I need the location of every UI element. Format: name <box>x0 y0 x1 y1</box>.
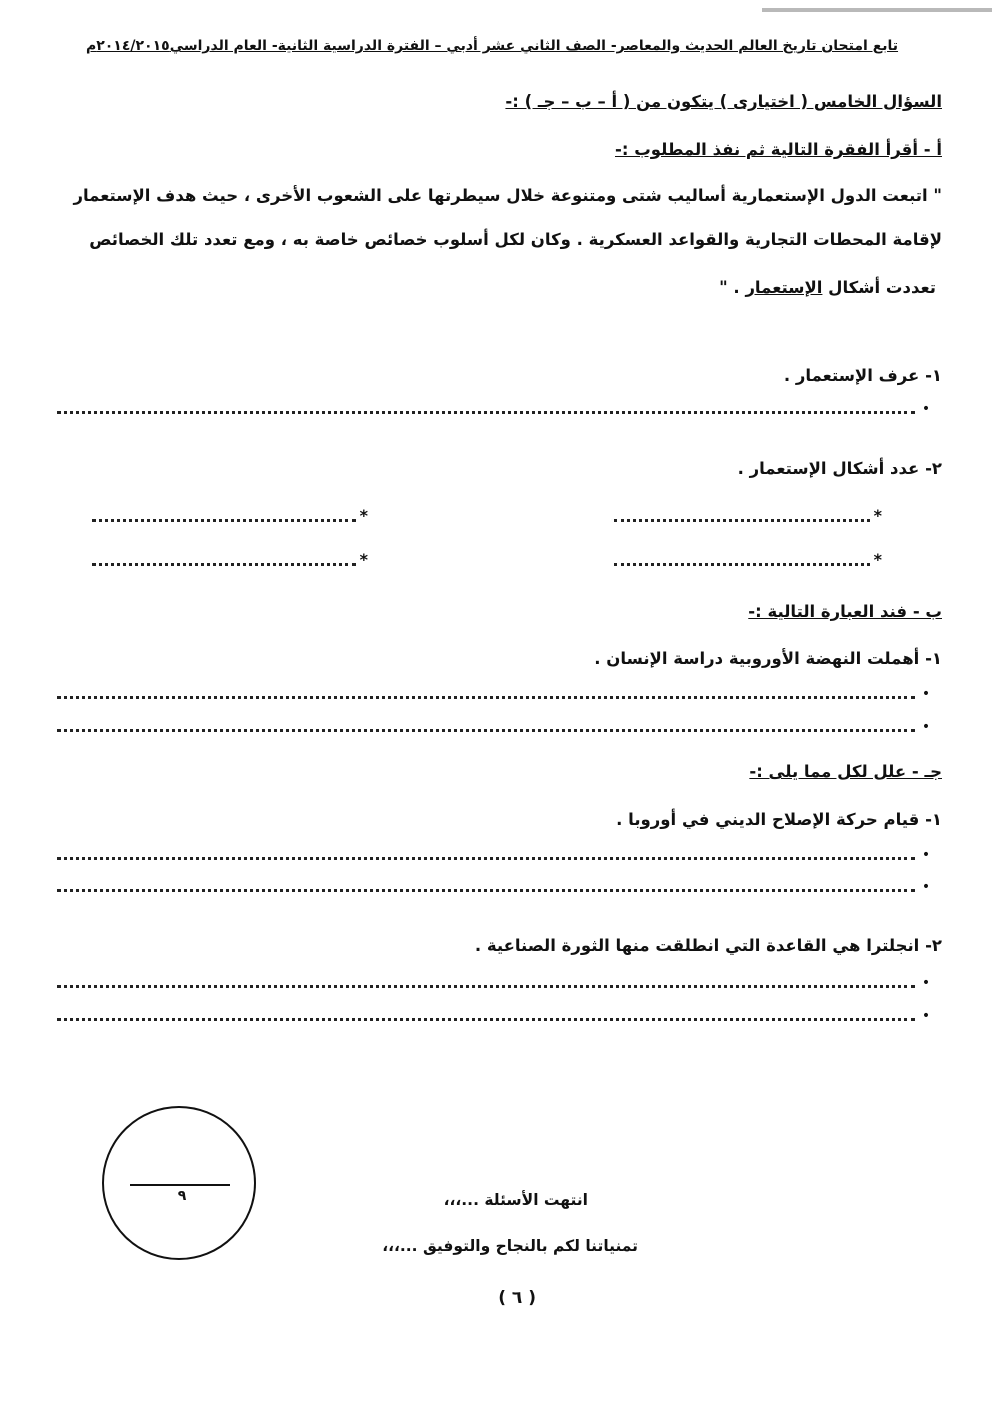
answer-line-b1-2[interactable] <box>57 716 937 736</box>
exam-header: تابع امتحان تاريخ العالم الحديث والمعاصر- الصف الثاني عشر أدبي – الفترة الدراسية الثانية- العام الدراسي٢٠١٤/٢٠١٥م <box>85 38 899 54</box>
star-marker: * <box>359 550 368 569</box>
part-c-title: جـ - علل لكل مما يلى :- <box>749 762 942 781</box>
bullet-icon: • <box>921 686 931 702</box>
good-luck-message: تمنياتنا لكم بالنجاح والتوفيق ...،،، <box>382 1237 638 1255</box>
bullet-icon: • <box>921 401 931 417</box>
answer-line-c2-2[interactable] <box>57 1005 937 1025</box>
dotted-answer-space <box>57 975 915 988</box>
paragraph-line-1: " اتبعت الدول الإستعمارية أساليب شتى ومتنوعة خلال سيطرتها على الشعوب الأخرى ، حيث هدف الإستعمار <box>73 186 942 205</box>
paragraph-line-3-end: . " <box>719 278 740 297</box>
paragraph-line-3-start: تعددت أشكال <box>828 278 936 297</box>
question-b1: ١- أهملت النهضة الأوروبية دراسة الإنسان . <box>594 649 942 668</box>
question-a1: ١- عرف الإستعمار . <box>783 366 942 385</box>
dotted-answer-space <box>57 847 915 860</box>
answer-line-c1-1[interactable] <box>57 844 937 864</box>
dotted-answer-space <box>614 509 870 522</box>
dotted-answer-space <box>57 686 915 699</box>
bullet-icon: • <box>921 975 931 991</box>
part-b-title: ب - فند العبارة التالية :- <box>748 602 942 621</box>
question-c2: ٢- انجلترا هي القاعدة التي انطلقت منها الثورة الصناعية . <box>474 936 942 955</box>
page-number: ( ٦ ) <box>498 1288 536 1308</box>
answer-star-line-3[interactable] <box>614 546 882 568</box>
end-of-questions: انتهت الأسئلة ...،،، <box>443 1191 588 1209</box>
star-marker: * <box>873 550 882 569</box>
dotted-answer-space <box>57 719 915 732</box>
bullet-icon: • <box>921 719 931 735</box>
dotted-answer-space <box>92 509 356 522</box>
score-circle <box>102 1106 256 1260</box>
scan-edge-mark <box>762 8 992 12</box>
part-a-title: أ - أقرأ الفقرة التالية ثم نفذ المطلوب :- <box>615 140 942 159</box>
dotted-answer-space <box>92 553 356 566</box>
star-marker: * <box>359 506 368 525</box>
question5-title: السؤال الخامس ( اختيارى ) يتكون من ( أ – ب – جـ ) :- <box>505 92 942 111</box>
dotted-answer-space <box>57 1008 915 1021</box>
dotted-answer-space <box>614 553 870 566</box>
answer-line-c2-1[interactable] <box>57 972 937 992</box>
score-max: ٩ <box>177 1188 187 1204</box>
paragraph-underlined-word: الإستعمار <box>745 278 823 297</box>
question-c1: ١- قيام حركة الإصلاح الديني في أوروبا . <box>616 810 942 829</box>
paragraph-line-3 <box>719 278 936 297</box>
bullet-icon: • <box>921 847 931 863</box>
paragraph-line-2: لإقامة المحطات التجارية والقواعد العسكرية . وكان لكل أسلوب خصائص خاصة به ، ومع تعدد تلك الخصائص <box>89 230 942 249</box>
question-a2: ٢- عدد أشكال الإستعمار . <box>737 459 942 478</box>
answer-star-line-1[interactable] <box>614 502 882 524</box>
answer-star-line-4[interactable] <box>92 546 368 568</box>
star-marker: * <box>873 506 882 525</box>
bullet-icon: • <box>921 879 931 895</box>
answer-line-b1-1[interactable] <box>57 683 937 703</box>
answer-line-a1[interactable] <box>57 398 937 418</box>
bullet-icon: • <box>921 1008 931 1024</box>
dotted-answer-space <box>57 401 915 414</box>
dotted-answer-space <box>57 879 915 892</box>
answer-star-line-2[interactable] <box>92 502 368 524</box>
answer-line-c1-2[interactable] <box>57 876 937 896</box>
score-divider <box>130 1184 230 1186</box>
